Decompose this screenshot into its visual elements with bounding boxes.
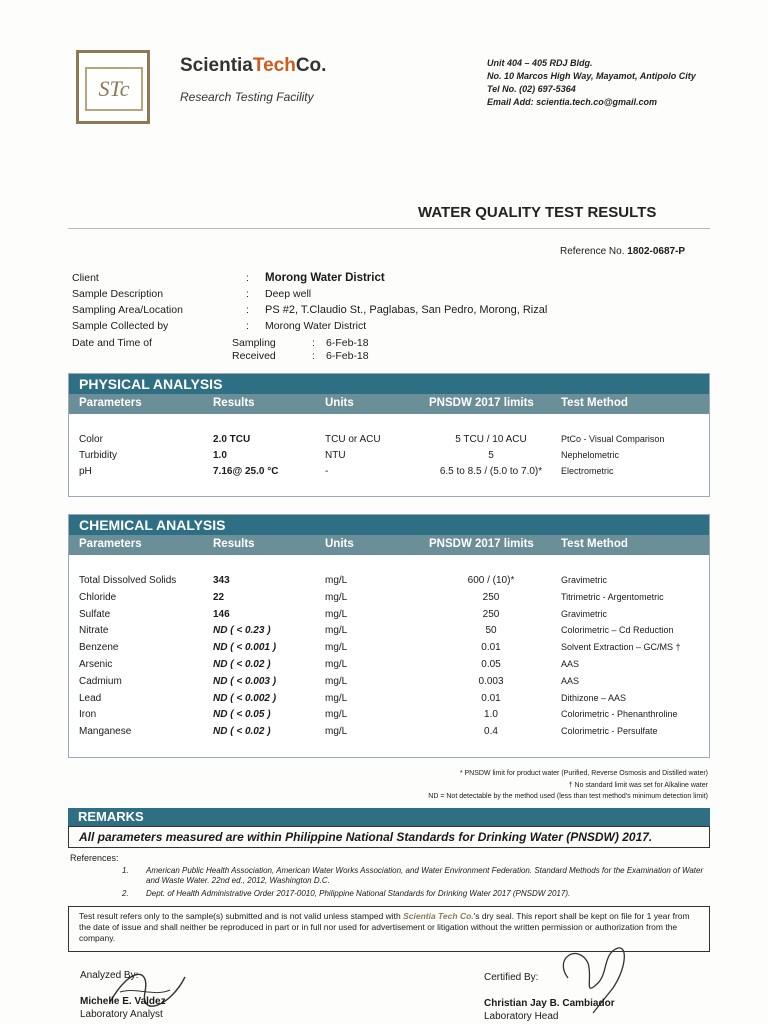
area-value: PS #2, T.Claudio St., Paglabas, San Pedro, Morong, Rizal bbox=[265, 304, 548, 316]
col-parameters: Parameters bbox=[79, 538, 142, 550]
address-line: Unit 404 – 405 RDJ Bldg. bbox=[487, 58, 593, 68]
param-cell: Lead bbox=[79, 692, 102, 704]
company-address bbox=[487, 57, 696, 109]
unit-cell: mg/L bbox=[325, 608, 348, 620]
result-cell: 146 bbox=[213, 608, 230, 620]
sample-desc-label: Sample Description bbox=[72, 288, 164, 300]
method-cell: Gravimetric bbox=[561, 608, 608, 619]
method-cell: AAS bbox=[561, 675, 580, 686]
limit-cell: 5 TCU / 10 ACU bbox=[455, 434, 527, 445]
method-cell: Solvent Extraction – GC/MS † bbox=[561, 642, 681, 653]
param-cell: Cadmium bbox=[79, 675, 122, 687]
collected-value: Morong Water District bbox=[265, 320, 367, 332]
head-name: Christian Jay B. Cambiador bbox=[484, 998, 615, 1009]
col-limits: PNSDW 2017 limits bbox=[429, 538, 534, 550]
physical-column-header bbox=[69, 394, 709, 414]
client-value: Morong Water District bbox=[265, 272, 385, 284]
note-text-after: 's dry seal. This report shall be kept on file for 1 year from the date of issue and shall neither be reproduced in part or in full nor used for advertisement or litigation without the written permission or authorization from the company. bbox=[79, 911, 690, 943]
datetime-label: Date and Time of bbox=[72, 337, 152, 349]
method-cell: Colorimetric – Cd Reduction bbox=[561, 625, 674, 636]
limit-cell: 6.5 to 8.5 / (5.0 to 7.0)* bbox=[439, 466, 543, 477]
result-cell: 2.0 TCU bbox=[213, 434, 251, 445]
param-cell: Manganese bbox=[79, 726, 132, 738]
result-cell: 7.16@ 25.0 °C bbox=[213, 466, 279, 477]
result-cell: ND ( < 0.02 ) bbox=[213, 659, 271, 670]
document-title: WATER QUALITY TEST RESULTS bbox=[418, 204, 657, 221]
method-cell: Nephelometric bbox=[561, 450, 620, 460]
brand-main: Scientia bbox=[180, 55, 253, 76]
param-cell: Color bbox=[79, 434, 103, 445]
logo-text: STc bbox=[85, 67, 143, 111]
analyzed-by-label: Analyzed By: bbox=[80, 970, 139, 981]
unit-cell: mg/L bbox=[325, 642, 348, 654]
received-label: Received bbox=[232, 350, 276, 362]
limit-cell: 50 bbox=[485, 625, 497, 637]
reference-num: 1. bbox=[122, 866, 129, 875]
col-parameters: Parameters bbox=[79, 397, 142, 409]
sampling-date: 6-Feb-18 bbox=[326, 337, 369, 349]
limit-cell: 250 bbox=[482, 608, 500, 620]
note-brand: Scientia Tech Co. bbox=[403, 911, 474, 921]
chemical-heading: CHEMICAL ANALYSIS bbox=[69, 515, 709, 535]
limit-cell: 5 bbox=[488, 450, 494, 461]
limit-cell: 250 bbox=[482, 591, 500, 603]
colon: : bbox=[246, 288, 249, 300]
reference-value: 1802-0687-P bbox=[627, 246, 686, 257]
footnote-pnsdw: * PNSDW limit for product water (Purified, Reverse Osmosis and Distilled water) bbox=[459, 770, 708, 777]
method-cell: Colorimetric - Persulfate bbox=[561, 726, 658, 737]
limit-cell: 1.0 bbox=[484, 709, 498, 721]
method-cell: Dithizone – AAS bbox=[561, 692, 627, 703]
colon: : bbox=[246, 320, 249, 332]
brand-end: Co. bbox=[295, 55, 327, 76]
param-cell: Iron bbox=[79, 709, 97, 721]
result-cell: 22 bbox=[213, 591, 225, 603]
param-cell: Benzene bbox=[79, 642, 119, 654]
unit-cell: NTU bbox=[325, 450, 346, 461]
sample-desc-value: Deep well bbox=[265, 288, 312, 300]
unit-cell: mg/L bbox=[325, 591, 348, 603]
reference-label: Reference No. bbox=[560, 246, 625, 257]
param-cell: Turbidity bbox=[79, 450, 117, 461]
sampling-label: Sampling bbox=[232, 337, 276, 349]
footnote-nd: ND = Not detectable by the method used (less than test method's minimum detection limit) bbox=[428, 793, 708, 800]
method-cell: PtCo - Visual Comparison bbox=[561, 434, 665, 444]
col-limits: PNSDW 2017 limits bbox=[429, 397, 534, 409]
method-cell: Electrometric bbox=[561, 466, 614, 476]
footnote-alkaline: † No standard limit was set for Alkaline water bbox=[568, 782, 708, 789]
unit-cell: mg/L bbox=[325, 659, 348, 670]
colon: : bbox=[246, 272, 249, 284]
method-cell: Titrimetric - Argentometric bbox=[561, 591, 664, 602]
chemical-column-header bbox=[69, 535, 709, 555]
param-cell: Chloride bbox=[79, 591, 117, 603]
unit-cell: mg/L bbox=[325, 726, 348, 738]
limit-cell: 0.003 bbox=[478, 675, 504, 687]
col-method: Test Method bbox=[561, 397, 628, 409]
limit-cell: 600 / (10)* bbox=[467, 575, 515, 586]
limit-cell: 0.4 bbox=[484, 726, 498, 738]
colon: : bbox=[312, 350, 315, 362]
param-cell: Total Dissolved Solids bbox=[79, 575, 177, 586]
method-cell: AAS bbox=[561, 659, 580, 669]
result-cell: ND ( < 0.23 ) bbox=[213, 625, 271, 637]
limit-cell: 0.01 bbox=[481, 642, 501, 654]
limit-cell: 0.05 bbox=[481, 659, 501, 670]
unit-cell: mg/L bbox=[325, 675, 348, 687]
col-results: Results bbox=[213, 397, 255, 409]
area-label: Sampling Area/Location bbox=[72, 304, 183, 316]
client-label: Client bbox=[72, 272, 99, 284]
result-cell: ND ( < 0.05 ) bbox=[213, 709, 271, 721]
col-method: Test Method bbox=[561, 538, 628, 550]
param-cell: Arsenic bbox=[79, 659, 113, 670]
analyst-title: Laboratory Analyst bbox=[80, 1009, 163, 1020]
chemical-analysis-section bbox=[68, 514, 710, 758]
received-date: 6-Feb-18 bbox=[326, 350, 369, 362]
physical-heading: PHYSICAL ANALYSIS bbox=[69, 374, 709, 394]
param-cell: pH bbox=[79, 466, 92, 477]
colon: : bbox=[312, 337, 315, 349]
result-cell: ND ( < 0.001 ) bbox=[213, 642, 277, 654]
colon: : bbox=[246, 304, 249, 316]
reference-item: American Public Health Association, American Water Works Association, and Water Environment Federation. Standard Methods for the Examination of Water and Waste Water. 22nd ed., 2012, Washington D.C. bbox=[146, 866, 704, 885]
col-units: Units bbox=[325, 538, 354, 550]
company-name bbox=[180, 55, 326, 77]
analyst-name: Michelle E. Valdez bbox=[80, 996, 166, 1007]
address-line: No. 10 Marcos High Way, Mayamot, Antipolo City bbox=[487, 71, 696, 81]
result-cell: 1.0 bbox=[213, 450, 227, 461]
param-cell: Sulfate bbox=[79, 608, 111, 620]
param-cell: Nitrate bbox=[79, 625, 109, 637]
physical-analysis-section bbox=[68, 373, 710, 497]
result-cell: 343 bbox=[213, 575, 230, 586]
unit-cell: mg/L bbox=[325, 575, 348, 586]
reference-number bbox=[560, 246, 685, 257]
limit-cell: 0.01 bbox=[481, 692, 501, 704]
note-text-before: Test result refers only to the sample(s) submitted and is not valid unless stamped with bbox=[79, 911, 404, 921]
unit-cell: mg/L bbox=[325, 692, 348, 704]
method-cell: Gravimetric bbox=[561, 575, 608, 585]
unit-cell: mg/L bbox=[325, 709, 348, 721]
company-subtitle: Research Testing Facility bbox=[180, 90, 314, 104]
reference-item: Dept. of Health Administrative Order 2017-0010, Philippine National Standards for Drinking Water 2017 (PNSDW 2017). bbox=[146, 889, 571, 898]
brand-accent: Tech bbox=[252, 55, 296, 76]
head-title: Laboratory Head bbox=[484, 1011, 559, 1022]
phone-line: Tel No. (02) 697-5364 bbox=[487, 84, 576, 94]
collected-label: Sample Collected by bbox=[72, 320, 169, 332]
reference-num: 2. bbox=[122, 889, 129, 898]
unit-cell: TCU or ACU bbox=[325, 434, 381, 445]
method-cell: Colorimetric - Phenanthroline bbox=[561, 709, 678, 720]
certified-by-label: Certified By: bbox=[484, 972, 539, 983]
result-cell: ND ( < 0.003 ) bbox=[213, 675, 277, 687]
references-label: References: bbox=[70, 853, 119, 863]
email-line: Email Add: scientia.tech.co@gmail.com bbox=[487, 97, 657, 107]
result-cell: ND ( < 0.002 ) bbox=[213, 692, 277, 704]
unit-cell: mg/L bbox=[325, 625, 348, 637]
title-divider bbox=[68, 228, 710, 229]
remarks-text: All parameters measured are within Philippine National Standards for Drinking Water (PNSDW) 2017. bbox=[68, 826, 710, 848]
col-units: Units bbox=[325, 397, 354, 409]
remarks-heading: REMARKS bbox=[68, 808, 710, 826]
col-results: Results bbox=[213, 538, 255, 550]
result-cell: ND ( < 0.02 ) bbox=[213, 726, 271, 738]
unit-cell: - bbox=[325, 466, 329, 477]
company-logo bbox=[76, 50, 150, 124]
